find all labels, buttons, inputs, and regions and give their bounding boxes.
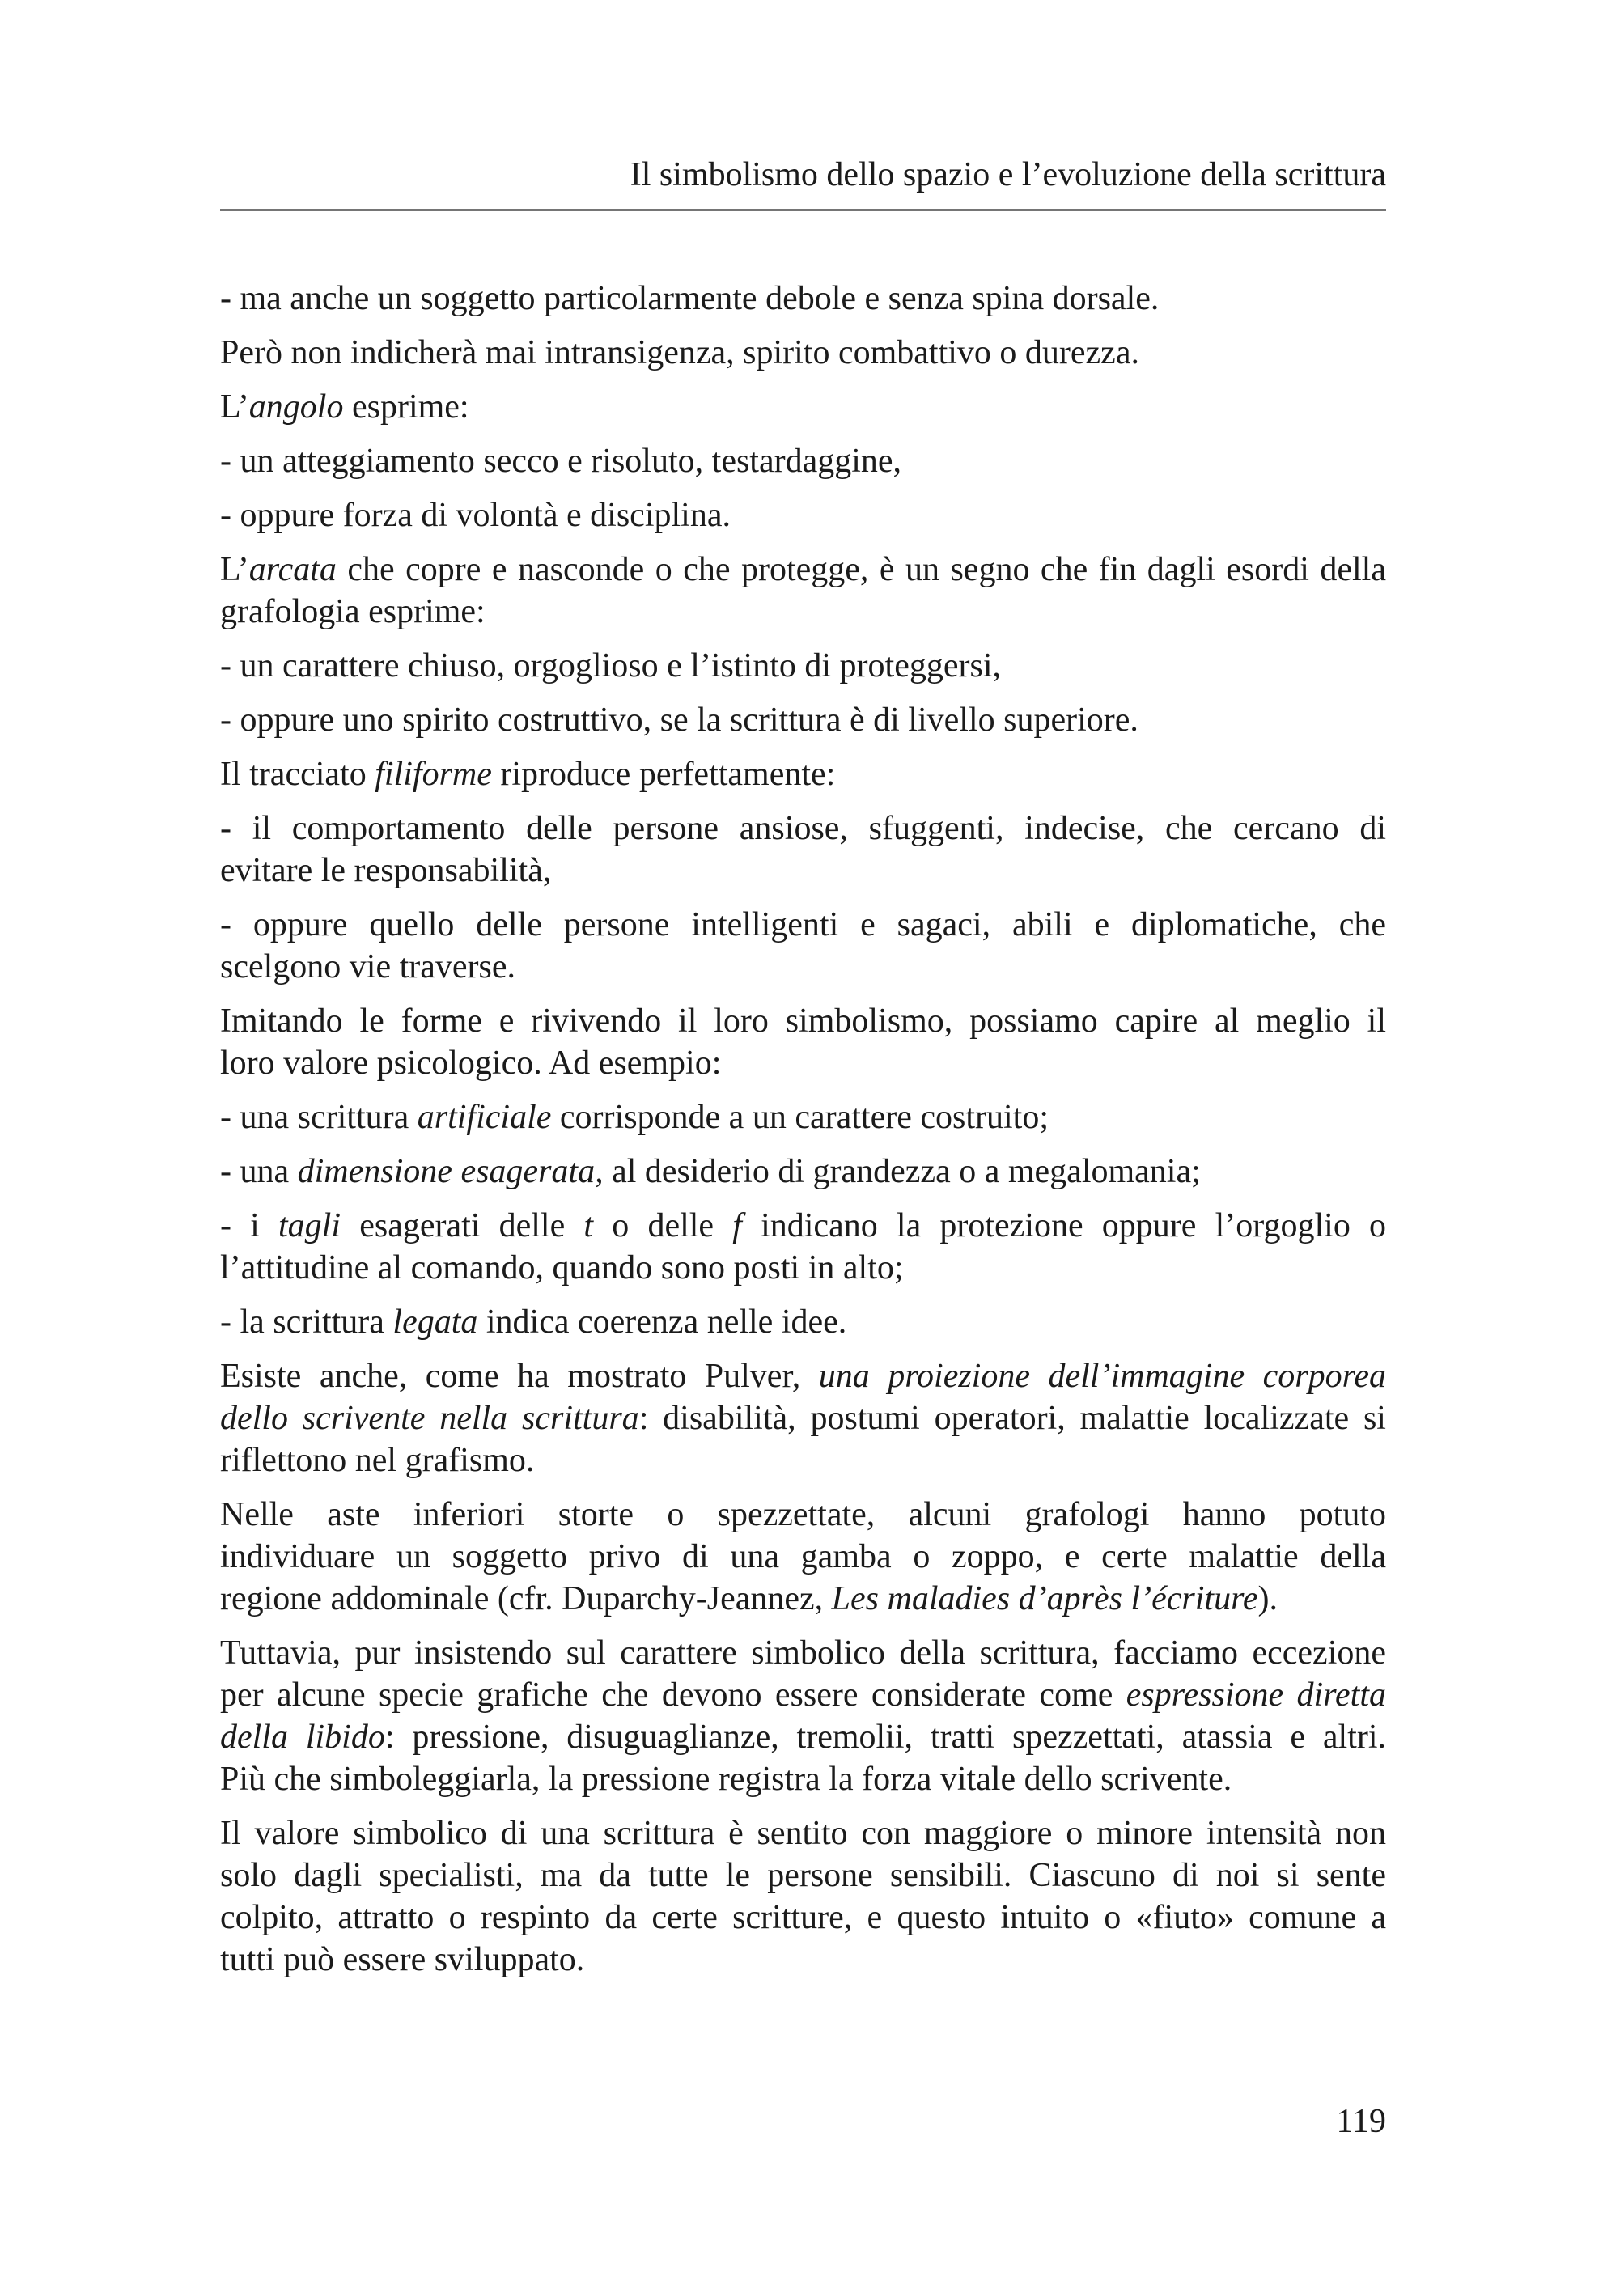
paragraph [220,904,1386,988]
regular-text: Però non indicherà mai intransigenza, spirito combattivo o durezza. [220,334,1139,371]
regular-text: esagerati delle [341,1207,584,1244]
text-line [220,1355,1386,1397]
text-line [220,1301,1386,1343]
regular-text: - una [220,1153,298,1190]
regular-text: Esiste anche, come ha mostrato Pulver, [220,1358,819,1395]
italic-text: f [732,1207,742,1244]
text-line [220,1536,1386,1578]
regular-text: L’ [220,551,249,588]
text-line [220,753,1386,795]
regular-text: - oppure quello delle persone intelligenti e sagaci, abili e diplomatiche, che [220,906,1386,943]
italic-text: Les maladies d’après l’écriture [831,1580,1258,1617]
body-text [220,278,1386,1993]
italic-text: angolo [248,388,344,426]
text-line [220,1674,1386,1716]
italic-text: espressione diretta [1126,1676,1386,1714]
regular-text: individuare un soggetto privo di una gamba o zoppo, e certe malattie della [220,1538,1386,1575]
paragraph [220,549,1386,633]
italic-text: una proiezione dell’immagine corporea [818,1358,1386,1395]
paragraph [220,386,1386,428]
regular-text: indica coerenza nelle idee. [477,1303,847,1341]
regular-text: - un carattere chiuso, orgoglioso e l’istinto di proteggersi, [220,647,1001,685]
text-line [220,946,1386,988]
italic-text: tagli [278,1207,341,1244]
italic-text: artificiale [417,1099,552,1136]
regular-text: - oppure forza di volontà e disciplina. [220,497,731,534]
text-line [220,1247,1386,1289]
paragraph [220,807,1386,892]
regular-text: Più che simboleggiarla, la pressione registra la forza vitale dello scrivente. [220,1761,1232,1798]
text-line [220,1939,1386,1981]
text-line [220,1854,1386,1897]
text-line [220,1397,1386,1439]
regular-text: - la scrittura [220,1303,393,1341]
regular-text: riproduce perfettamente: [491,756,836,793]
regular-text: - un atteggiamento secco e risoluto, testardaggine, [220,443,902,480]
paragraph [220,645,1386,687]
text-line [220,850,1386,892]
regular-text: o delle [593,1207,733,1244]
paragraph [220,1301,1386,1343]
page-number: 119 [1336,2103,1386,2140]
regular-text: ). [1257,1580,1278,1617]
paragraph [220,1000,1386,1084]
text-line [220,699,1386,741]
paragraph [220,753,1386,795]
regular-text: esprime: [343,388,469,426]
regular-text: evitare le responsabilità, [220,852,552,889]
paragraph [220,1151,1386,1193]
italic-text: dimensione esagerata, [297,1153,604,1190]
text-line [220,807,1386,850]
regular-text: - i [220,1207,279,1244]
text-line [220,904,1386,946]
regular-text: Il tracciato [220,756,375,793]
paragraph [220,332,1386,374]
regular-text: Tuttavia, pur insistendo sul carattere simbolico della scrittura, facciamo eccezione [220,1634,1386,1672]
regular-text: : pressione, disuguaglianze, tremolii, tratti spezzettati, atassia e altri. [384,1719,1386,1756]
paragraph [220,699,1386,741]
text-line [220,1000,1386,1042]
regular-text: Nelle aste inferiori storte o spezzettate, alcuni grafologi hanno potuto [220,1496,1386,1533]
regular-text: indicano la protezione oppure l’orgoglio o [741,1207,1387,1244]
regular-text: L’ [220,388,249,426]
text-line [220,1897,1386,1939]
text-line [220,1042,1386,1084]
regular-text: regione addominale (cfr. Duparchy-Jeannez, [220,1580,832,1617]
regular-text: - oppure uno spirito costruttivo, se la scrittura è di livello superiore. [220,701,1138,739]
regular-text: Imitando le forme e rivivendo il loro simbolismo, possiamo capire al meglio il [220,1002,1386,1040]
text-line [220,386,1386,428]
regular-text: l’attitudine al comando, quando sono posti in alto; [220,1249,904,1286]
paragraph [220,278,1386,320]
regular-text: scelgono vie traverse. [220,948,516,985]
text-line [220,1494,1386,1536]
text-line [220,440,1386,482]
text-line [220,1812,1386,1854]
regular-text: riflettono nel grafismo. [220,1442,535,1479]
paragraph [220,1812,1386,1981]
text-line [220,494,1386,536]
text-line [220,278,1386,320]
regular-text: colpito, attratto o respinto da certe scritture, e questo intuito o «fiuto» comune a [220,1899,1386,1936]
regular-text: loro valore psicologico. Ad esempio: [220,1045,722,1082]
paragraph [220,1494,1386,1620]
italic-text: filiforme [375,756,492,793]
text-line [220,645,1386,687]
regular-text: : disabilità, postumi operatori, malattie localizzate si [638,1400,1386,1437]
regular-text: corrisponde a un carattere costruito; [551,1099,1049,1136]
running-header-title: Il simbolismo dello spazio e l’evoluzione della scrittura [630,156,1386,193]
text-line [220,1716,1386,1758]
text-line [220,1578,1386,1620]
paragraph [220,440,1386,482]
text-line [220,549,1386,591]
italic-text: t [583,1207,594,1244]
regular-text: solo dagli specialisti, ma da tutte le persone sensibili. Ciascuno di noi si sente [220,1857,1386,1894]
regular-text: Il valore simbolico di una scrittura è sentito con maggiore o minore intensità non [220,1815,1386,1852]
italic-text: legata [392,1303,478,1341]
paragraph [220,1096,1386,1138]
text-line [220,1205,1386,1247]
paragraph [220,1205,1386,1289]
text-line [220,1439,1386,1481]
regular-text: al desiderio di grandezza o a megalomania; [603,1153,1201,1190]
regular-text: - il comportamento delle persone ansiose, sfuggenti, indecise, che cercano di [220,810,1386,847]
paragraph [220,494,1386,536]
paragraph [220,1355,1386,1481]
regular-text: per alcune specie grafiche che devono essere considerate come [220,1676,1126,1714]
text-line [220,332,1386,374]
paragraph [220,1632,1386,1800]
text-line [220,591,1386,633]
regular-text: che copre e nasconde o che protegge, è un segno che fin dagli esordi della [336,551,1386,588]
italic-text: arcata [248,551,337,588]
italic-text: della libido [220,1719,385,1756]
regular-text: - una scrittura [220,1099,418,1136]
text-line [220,1151,1386,1193]
text-line [220,1758,1386,1800]
regular-text: tutti può essere sviluppato. [220,1941,585,1978]
italic-text: dello scrivente nella scrittura [220,1400,639,1437]
header-rule [220,209,1386,211]
text-line [220,1632,1386,1674]
text-line [220,1096,1386,1138]
regular-text: grafologia esprime: [220,593,486,630]
regular-text: - ma anche un soggetto particolarmente debole e senza spina dorsale. [220,280,1160,317]
